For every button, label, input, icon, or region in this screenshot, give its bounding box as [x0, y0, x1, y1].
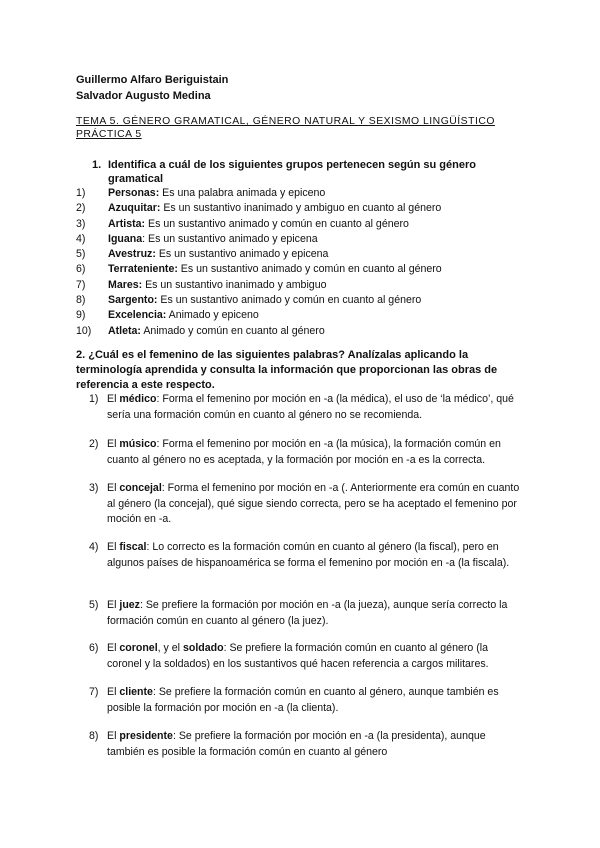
item-text: Es un sustantivo animado y común en cuanto al género — [157, 294, 422, 307]
item-term: soldado — [182, 642, 224, 654]
item-number: 5) — [76, 248, 86, 261]
item-text: Es un sustantivo inanimado y ambiguo en cuanto al género — [160, 202, 442, 215]
item-text: Es un sustantivo inanimado y ambiguo — [142, 278, 327, 291]
question-1-heading — [92, 158, 512, 186]
item-number: 7) — [89, 686, 99, 698]
item-number: 6) — [89, 642, 99, 654]
answer-item — [89, 598, 521, 629]
item-connector: , y el — [157, 642, 183, 654]
item-term: Personas: — [108, 187, 160, 199]
list-item — [76, 324, 442, 339]
item-term: Sargento: — [108, 294, 158, 307]
item-text: Es un sustantivo animado y común en cuanto al género — [145, 217, 409, 230]
list-item — [76, 278, 442, 293]
question-2-heading: 2. ¿Cuál es el femenino de las siguientes palabras? Analízalas aplicando la terminología aprendida y consulta la información que proporcionan las obras de referencia a este respecto. — [76, 349, 498, 391]
item-term: concejal — [119, 482, 162, 494]
item-prefix: El — [107, 482, 120, 494]
item-text: : Se prefiere la formación común en cuanto al género (la coronel y la soldados) en los sustantivos qué hacen referencia a cargos militares. — [107, 642, 489, 670]
item-text: Animado y común en cuanto al género — [140, 324, 325, 337]
item-term: fiscal — [119, 541, 147, 553]
author-name: Guillermo Alfaro Beriguistain — [76, 74, 229, 86]
answer-item — [89, 481, 521, 528]
item-number: 8) — [76, 294, 86, 307]
answer-item — [89, 540, 521, 571]
list-item — [76, 186, 442, 201]
item-term: Azuquitar: — [108, 202, 161, 215]
item-number: 1) — [76, 187, 86, 199]
item-prefix: El — [107, 599, 120, 611]
item-term: Mares: — [108, 278, 143, 291]
item-number: 8) — [89, 730, 99, 742]
item-text: : Forma el femenino por moción en -a (la médica), el uso de ‘la médico’, qué sería una formación común en cuanto al género no se recomienda. — [107, 393, 514, 421]
item-number: 3) — [89, 482, 99, 494]
item-term: Atleta: — [108, 324, 141, 337]
item-term: juez — [119, 599, 140, 611]
item-prefix: El — [107, 686, 120, 698]
list-item — [76, 262, 442, 277]
item-prefix: El — [107, 438, 120, 450]
item-text: : Forma el femenino por moción en -a (la música), la formación común en cuanto al género no es aceptada, y la formación por moción en -a es la correcta. — [107, 438, 501, 466]
item-number: 10) — [76, 324, 92, 337]
item-term: cliente — [119, 686, 153, 698]
item-number: 7) — [76, 278, 86, 291]
answer-item — [89, 685, 521, 716]
item-term: Terrateniente: — [108, 263, 178, 276]
list-item — [76, 308, 442, 323]
author-name: Salvador Augusto Medina — [76, 90, 211, 102]
item-term: Iguana — [108, 232, 143, 245]
practice-title: PRÁCTICA 5 — [76, 129, 142, 140]
item-text: Es un sustantivo animado y común en cuanto al género — [177, 263, 442, 276]
item-prefix: El — [107, 730, 120, 742]
item-text: Animado y epiceno — [166, 309, 259, 322]
item-text: : Se prefiere la formación común en cuanto al género, aunque también es posible la formación por moción en -a (la clienta). — [107, 686, 499, 714]
item-term: coronel — [119, 642, 158, 654]
question-1-answers — [76, 186, 442, 339]
item-prefix: El — [107, 393, 120, 405]
item-term: Avestruz: — [108, 248, 156, 261]
item-text: Es un sustantivo animado y epicena — [155, 248, 329, 261]
item-number: 2) — [89, 438, 99, 450]
item-text: : Lo correcto es la formación común en cuanto al género (la fiscal), pero en algunos países de hispanoamérica se forma el femenino por moción en -a (la fiscala). — [107, 541, 510, 569]
item-number: 5) — [89, 599, 99, 611]
item-prefix: El — [107, 541, 120, 553]
answer-item — [89, 729, 521, 760]
item-term: músico — [119, 438, 157, 450]
topic-title: TEMA 5. GÉNERO GRAMATICAL, GÉNERO NATURAL Y SEXISMO LINGÜÍSTICO — [76, 116, 495, 127]
item-number: 2) — [76, 202, 86, 215]
item-number: 6) — [76, 263, 86, 276]
item-number: 3) — [76, 217, 86, 230]
list-item — [76, 217, 442, 232]
item-text: Es una palabra animada y epiceno — [159, 187, 326, 199]
list-item — [76, 201, 442, 216]
answer-item — [89, 641, 521, 672]
item-term: presidente — [119, 730, 173, 742]
item-number: 9) — [76, 309, 86, 322]
item-number: 4) — [76, 232, 86, 245]
item-text: : Forma el femenino por moción en -a (. Anteriormente era común en cuanto al género (la concejal), qué sigue siendo correcta, pero se ha aceptado el femenino por moción en -a. — [107, 482, 520, 525]
authors-block — [76, 72, 228, 104]
item-text: : Se prefiere la formación por moción en -a (la jueza), aunque sería correcto la formación común en cuanto al género (la juez). — [107, 599, 508, 627]
question-number: 1. — [92, 159, 102, 171]
item-number: 1) — [89, 393, 99, 405]
titles-block — [76, 115, 495, 141]
list-item — [76, 293, 442, 308]
item-prefix: El — [107, 642, 120, 654]
item-term: Excelencia: — [108, 309, 167, 322]
item-text: : Se prefiere la formación por moción en -a (la presidenta), aunque también es posible la formación común en cuanto al género — [107, 730, 486, 758]
list-item — [76, 247, 442, 262]
item-number: 4) — [89, 541, 99, 553]
question-text: Identifica a cuál de los siguientes grupos pertenecen según su género gramatical — [108, 159, 476, 185]
item-text: : Es un sustantivo animado y epicena — [142, 232, 318, 245]
list-item — [76, 232, 442, 247]
item-term: Artista: — [108, 217, 146, 230]
answer-item — [89, 392, 521, 423]
answer-item — [89, 437, 521, 468]
item-term: médico — [119, 393, 157, 405]
